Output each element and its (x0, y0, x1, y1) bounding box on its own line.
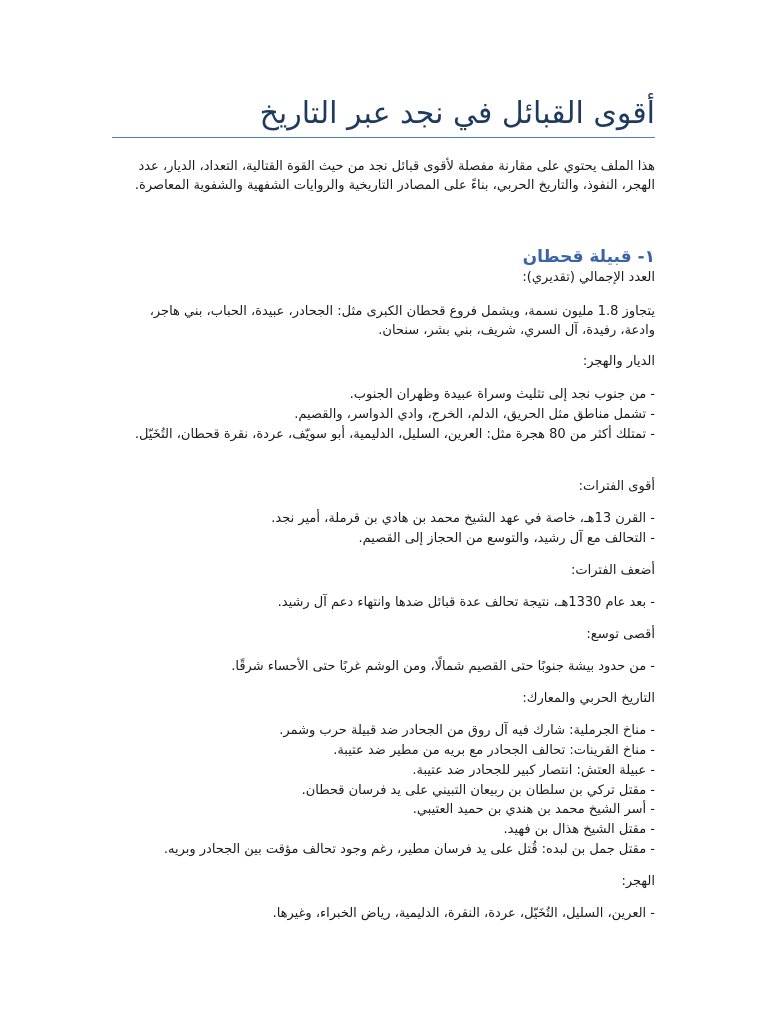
list-item: - مناخ الجرملية: شارك فيه آل روق من الجحادر ضد قبيلة حرب وشمر. (279, 723, 655, 738)
list-item: - العرين، السليل، التُخَيّل، عردة، النقرة، الدليمية، رياض الخبراء، وغيرها. (272, 906, 655, 921)
hijar-label: الهجر: (621, 874, 655, 889)
list-item: - مقتل جمل بن لبده: قُتل على يد فرسان مطير، رغم وجود تحالف مؤقت بين الجحادر وبريه. (163, 842, 655, 857)
list-item: - بعد عام 1330هـ، نتيجة تحالف عدة قبائل ضدها وانتهاء دعم آل رشيد. (277, 595, 655, 610)
list-item: - القرن 13هـ، خاصة في عهد الشيخ محمد بن هادي بن قرملة، أمير نجد. (271, 511, 655, 526)
war-label: التاريخ الحربي والمعارك: (522, 691, 655, 706)
list-item: - تشمل مناطق مثل الحريق، الدلم، الخرج، وادي الدواسر، والقصيم. (294, 407, 655, 422)
section-heading-qahtan: ١- قبيلة قحطان (522, 247, 655, 267)
weakest-label: أضعف الفترات: (571, 563, 655, 578)
list-item: - التحالف مع آل رشيد، والتوسع من الحجاز إلى القصيم. (358, 531, 655, 546)
lands-label: الديار والهجر: (582, 354, 655, 369)
list-item: - تمتلك أكثر من 80 هجرة مثل: العرين، السليل، الدليمية، أبو سويّف، عردة، نقرة قحطان، التُخَيّل. (134, 427, 655, 442)
list-item: - أسر الشيخ محمد بن هندي بن حميد العتيبي. (412, 802, 655, 817)
list-item: - مناخ القرينات: تحالف الجحادر مع بريه من مطير ضد عتيبة. (333, 743, 655, 758)
list-item: - مقتل تركي بن سلطان بن ربيعان التبيني على يد فرسان قحطان. (301, 783, 655, 798)
strongest-label: أقوى الفترات: (578, 479, 655, 494)
population-label: العدد الإجمالي (تقديري): (522, 270, 655, 285)
title-underline (112, 137, 655, 138)
list-item: - من جنوب نجد إلى تثليث وسراة عبيدة وظهران الجنوب. (349, 387, 655, 402)
population-paragraph: يتجاوز 1.8 مليون نسمة، ويشمل فروع قحطان الكبرى مثل: الجحادر، عبيدة، الحباب، بني هاجر، وادعة، رفيدة، آل السري، شريف، بني بشر، سنحان. (149, 304, 655, 338)
list-item: - من حدود بيشة جنوبًا حتى القصيم شمالًا، ومن الوشم غربًا حتى الأحساء شرقًا. (231, 659, 655, 674)
intro-paragraph: هذا الملف يحتوي على مقارنة مفصلة لأقوى قبائل نجد من حيث القوة القتالية، التعداد، الديار، عدد الهجر، النفوذ، والتاريخ الحربي، بناءً على المصادر التاريخية والروايات الشفهية والشفوية المعاصرة. (134, 159, 655, 193)
page-title: أقوى القبائل في نجد عبر التاريخ (259, 96, 655, 131)
expansion-label: أقصى توسع: (586, 627, 655, 642)
list-item: - عبيلة العتش: انتصار كبير للجحادر ضد عتيبة. (412, 763, 655, 778)
list-item: - مقتل الشيخ هذال بن فهيد. (503, 822, 655, 837)
